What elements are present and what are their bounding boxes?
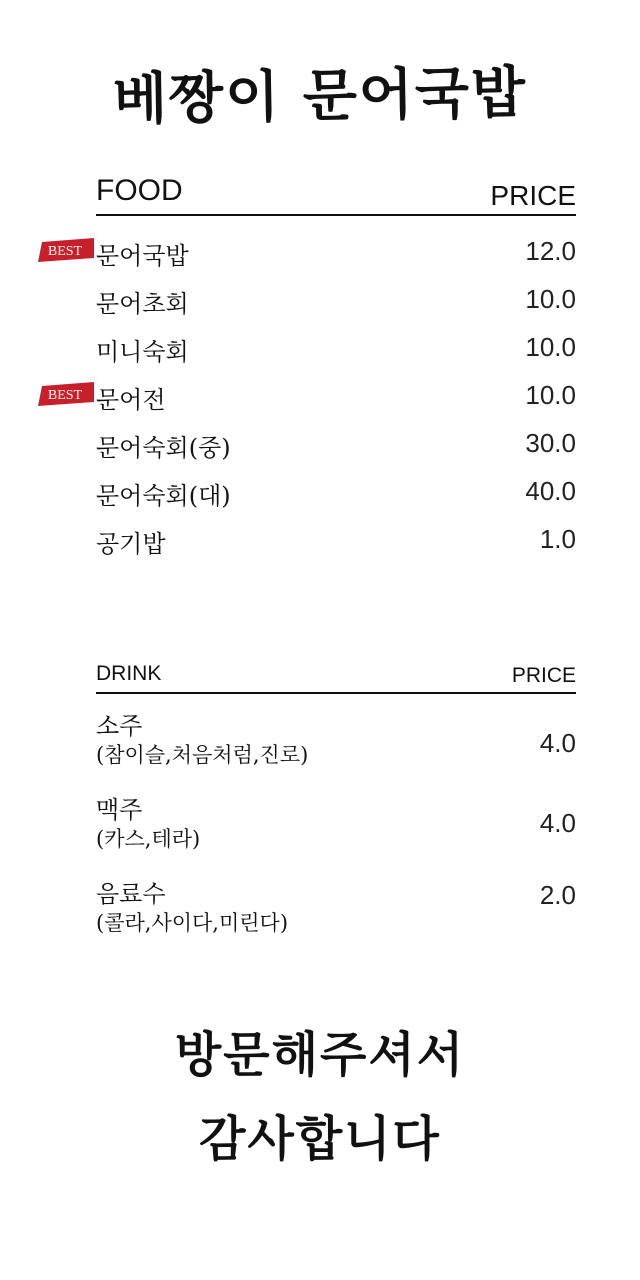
menu-item-price: 10.0 — [525, 332, 576, 362]
drink-header-label: DRINK — [96, 662, 162, 685]
menu-item — [47, 370, 576, 418]
best-badge-label: BEST — [47, 388, 83, 403]
best-badge-icon — [38, 238, 94, 262]
drink-item-brands: (콜라,사이다,미린다) — [96, 911, 289, 935]
menu-item-price: 12.0 — [525, 236, 576, 266]
drink-item — [96, 712, 576, 782]
thank-you-line-1: 방문해주셔서 — [174, 1027, 466, 1083]
food-header-label: FOOD — [96, 174, 183, 207]
menu-item — [96, 418, 576, 466]
food-section — [47, 174, 576, 562]
drink-item-name: 소주 — [96, 712, 143, 740]
drink-item-price: 4.0 — [539, 808, 576, 838]
food-header — [96, 174, 576, 216]
menu-item — [96, 322, 576, 370]
best-badge-label: BEST — [47, 244, 83, 259]
thank-you-line-2: 감사합니다 — [199, 1111, 441, 1167]
menu-item-price: 40.0 — [525, 476, 576, 506]
menu-item-name: 문어숙회(대) — [96, 482, 231, 510]
menu-item-price: 1.0 — [539, 524, 576, 554]
menu-item-name: 문어초회 — [96, 290, 189, 318]
drink-item-brands: (참이슬,처음처럼,진로) — [96, 743, 309, 767]
menu-item — [96, 514, 576, 562]
menu-item-name: 미니숙회 — [96, 338, 189, 366]
drink-item — [96, 796, 576, 866]
drink-item-brands: (카스,테라) — [96, 827, 201, 851]
menu-item-name: 문어숙회(중) — [96, 434, 231, 462]
best-badge-icon — [38, 382, 94, 406]
menu-item-name: 공기밥 — [96, 530, 166, 558]
food-price-header: PRICE — [490, 180, 576, 211]
drink-item-price: 4.0 — [539, 728, 576, 758]
drink-item — [96, 880, 576, 950]
menu-item — [96, 466, 576, 514]
menu-item — [47, 226, 576, 274]
menu-item-name: 문어전 — [96, 386, 166, 414]
drink-price-header: PRICE — [511, 664, 576, 687]
drink-section — [96, 656, 576, 935]
menu-item-price: 10.0 — [525, 284, 576, 314]
drink-item-name: 맥주 — [96, 796, 143, 824]
drink-item-name: 음료수 — [96, 880, 166, 908]
menu-item-price: 30.0 — [525, 428, 576, 458]
drink-header — [96, 656, 576, 694]
menu-item — [96, 274, 576, 322]
menu-item-price: 10.0 — [525, 380, 576, 410]
restaurant-title: 베짱이 문어국밥 — [112, 59, 528, 133]
menu-item-name: 문어국밥 — [96, 242, 189, 270]
drink-item-price: 2.0 — [539, 880, 576, 910]
